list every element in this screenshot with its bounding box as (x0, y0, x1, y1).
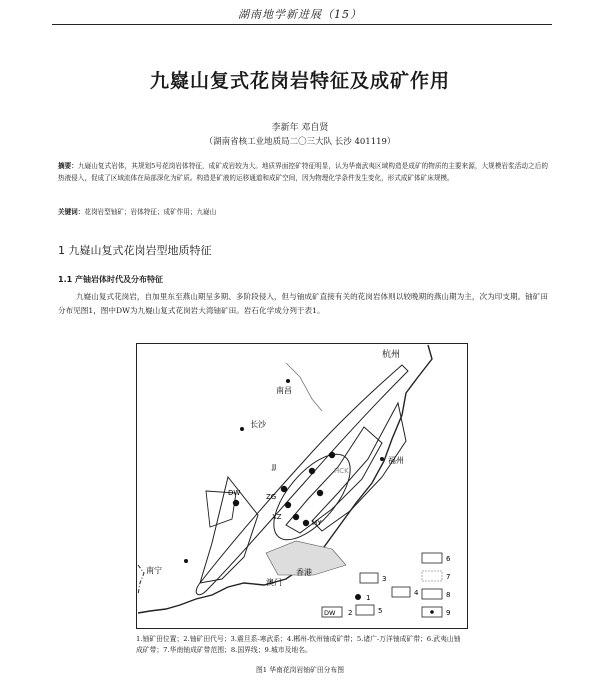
ore-field-point (281, 486, 287, 492)
abstract (58, 160, 548, 184)
legend-number: 4 (414, 589, 419, 597)
legend-symbol (422, 589, 442, 599)
city-nanchang: 南昌 (276, 386, 292, 395)
field-code: XZ (272, 513, 282, 521)
ore-field-point (233, 500, 239, 506)
legend-number: 6 (446, 555, 451, 563)
ore-field-point (285, 502, 291, 508)
ore-field-point (293, 514, 299, 520)
ore-field-point (317, 490, 323, 496)
running-title: 湖南地学新进展（15） (238, 8, 362, 21)
abstract-label: 摘要： (58, 162, 78, 170)
city-marker (286, 379, 290, 383)
legend-symbol (355, 594, 361, 600)
legend-symbol (356, 605, 374, 615)
keywords-label: 关键词： (58, 208, 85, 216)
page-header (0, 0, 600, 28)
legend-dw: DW (324, 609, 336, 617)
article-title: 九嶷山复式花岗岩特征及成矿作用 (149, 70, 450, 92)
legend-number: 1 (366, 594, 371, 602)
border-line (138, 565, 144, 595)
map-frame (137, 344, 468, 629)
legend-symbol (422, 553, 442, 563)
body-paragraph: 九嶷山复式花岗岩，自加里东至燕山期呈多期、多阶段侵入，但与铀成矿直接有关的花岗岩体则以较晚期的燕山期为主，次为印支期。铀矿田分布见图1，图中DW为九嶷山复式花岗岩大湾铀矿田。岩石化学成分列于表1。 (58, 292, 548, 315)
belt-chenzhou (286, 427, 382, 533)
ore-field-point (303, 520, 309, 526)
legend-symbol (430, 610, 434, 614)
keywords (58, 206, 548, 216)
keywords-text: 花岗岩型铀矿；岩体特征；成矿作用；九嶷山 (84, 208, 217, 216)
legend-symbol (360, 573, 378, 583)
ore-field-point (329, 452, 335, 458)
field-code: JJ (272, 463, 277, 471)
ore-field-point (309, 468, 315, 474)
figure-caption: 图1 华南花岗岩铀矿田分布图 (255, 666, 345, 674)
field-code: HY (312, 519, 322, 527)
city-marker (240, 427, 244, 431)
map-svg (136, 343, 468, 629)
article-affiliation: （湖南省核工业地质局二〇三大队 长沙 401119） (204, 137, 396, 147)
city-aomen: 澳门 (266, 578, 282, 587)
legend-number: 8 (446, 591, 451, 599)
legend-number: 9 (446, 609, 451, 617)
city-fuzhou: 福州 (388, 456, 404, 465)
article-authors: 李新年 邓自贤 (271, 123, 329, 133)
field-code: HCK (334, 467, 349, 475)
field-code: DW (228, 489, 241, 497)
city-xianggang: 香港 (296, 568, 312, 577)
field-code: ZG (266, 493, 277, 501)
city-marker (184, 559, 188, 563)
city-hangzhou: 杭州 (382, 350, 401, 360)
header-rule (52, 24, 552, 25)
legend-symbol (422, 571, 442, 581)
legend-number: 2 (348, 609, 353, 617)
figure-map (136, 343, 468, 629)
city-marker (380, 457, 384, 461)
figure-legend-text: 1.铀矿田位置；2.铀矿田代号；3.震旦系-寒武系；4.郴州-钦州铀成矿带；5.诸广-万洋铀成矿带；6.武夷山铀成矿带；7.华南铀成矿带范围；8.国界线；9.城市及地名。 (136, 635, 461, 654)
legend-number: 3 (382, 575, 387, 583)
section-heading: 1 九嶷山复式花岗岩型地质特征 (58, 244, 212, 257)
city-changsha: 长沙 (250, 420, 266, 429)
legend-number: 5 (378, 607, 383, 615)
legend-number: 7 (446, 573, 451, 581)
city-nanning: 南宁 (146, 566, 162, 575)
subsection-heading: 1.1 产铀岩体时代及分布特征 (58, 275, 163, 284)
abstract-text: 九嶷山复式岩体，其规划5号花岗岩体特征，成矿成岩较为大。地质界面控矿特征明显，认为华南武夷区域构造是成矿的物质的主要来源，大规模岩浆活动之后的热液侵入，促成了区域流体在局部深化为矿质。构造是矿液的运移通道和成矿空间，因为物理化学条件发生变化，形式成矿体矿床规模。 (58, 162, 548, 182)
legend-symbol (392, 587, 410, 597)
